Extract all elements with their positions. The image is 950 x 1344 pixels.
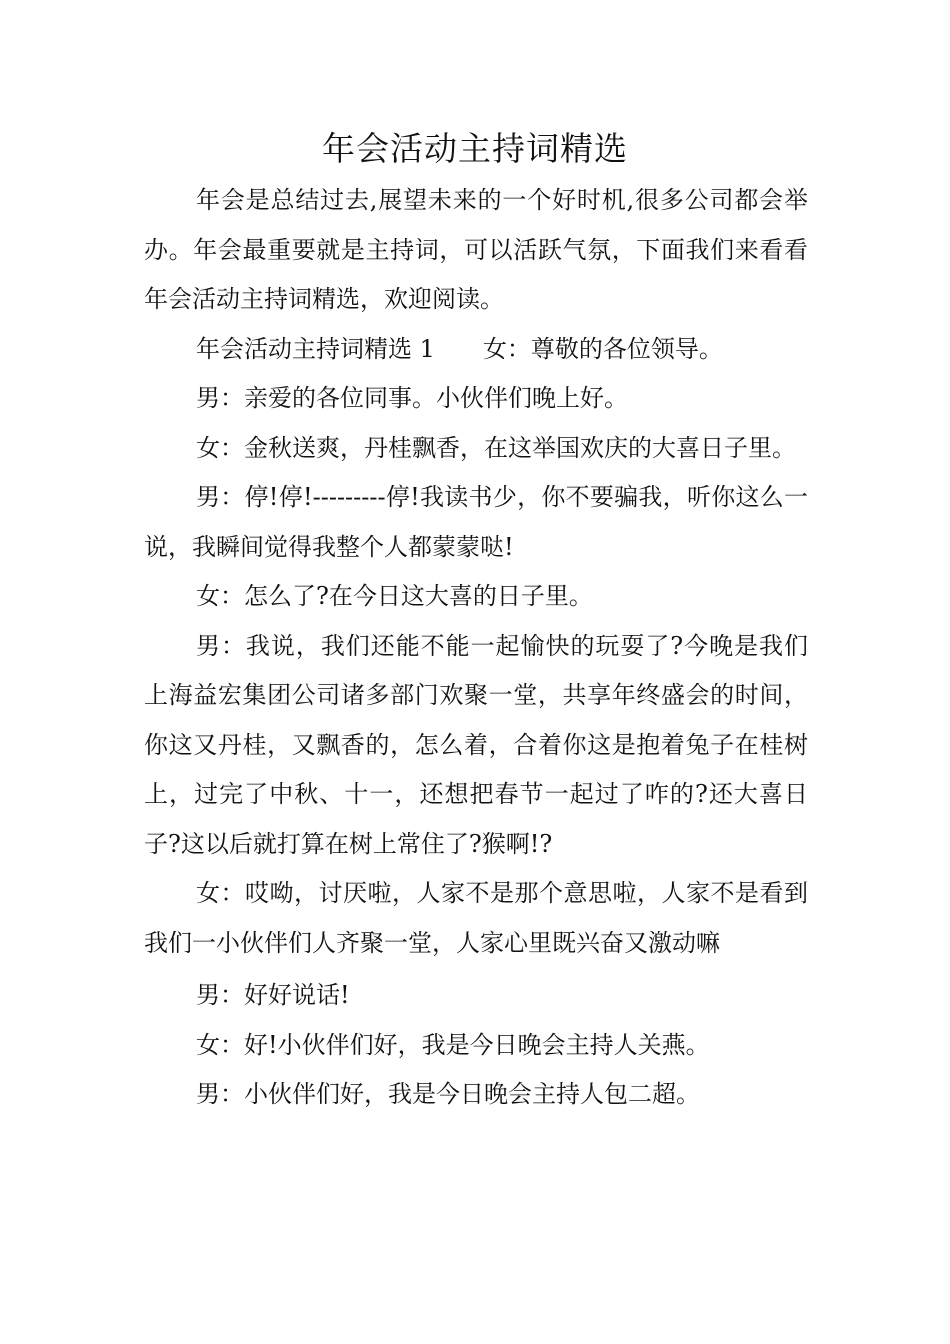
paragraph-dialogue: 男：我说，我们还能不能一起愉快的玩耍了?今晚是我们上海益宏集团公司诸多部门欢聚一堂，共享年终盛会的时间，你这又丹桂，又飘香的，怎么着，合着你这是抱着兔子在桂树上，过完了中秋、十一，还想把春节一起过了咋的?还大喜日子?这以后就打算在树上常住了?猴啊!? <box>144 631 808 858</box>
paragraph-dialogue: 女：怎么了?在今日这大喜的日子里。 <box>196 582 593 610</box>
document-body <box>144 176 808 1120</box>
document-title: 年会活动主持词精选 <box>322 129 628 168</box>
paragraph-dialogue: 女：好!小伙伴们好，我是今日晚会主持人关燕。 <box>196 1030 710 1059</box>
paragraph-dialogue: 女：哎呦，讨厌啦，人家不是那个意思啦，人家不是看到我们一小伙伴们人齐聚一堂，人家心里既兴奋又激动嘛 <box>144 879 808 957</box>
paragraph-section-heading: 年会活动主持词精选 1 女：尊敬的各位领导。 <box>196 334 723 363</box>
paragraph-dialogue: 男：好好说话! <box>196 981 350 1009</box>
paragraph-dialogue: 男：亲爱的各位同事。小伙伴们晚上好。 <box>196 384 628 412</box>
paragraph-dialogue: 男：停!停!---------停!我读书少，你不要骗我，听你这么一说，我瞬间觉得我整个人都蒙蒙哒! <box>144 483 808 561</box>
paragraph-dialogue: 女：金秋送爽，丹桂飘香，在这举国欢庆的大喜日子里。 <box>196 433 796 462</box>
paragraph-dialogue: 男：小伙伴们好，我是今日晚会主持人包二超。 <box>196 1080 700 1108</box>
paragraph-intro: 年会是总结过去,展望未来的一个好时机,很多公司都会举办。年会最重要就是主持词，可以活跃气氛，下面我们来看看年会活动主持词精选，欢迎阅读。 <box>144 186 808 313</box>
